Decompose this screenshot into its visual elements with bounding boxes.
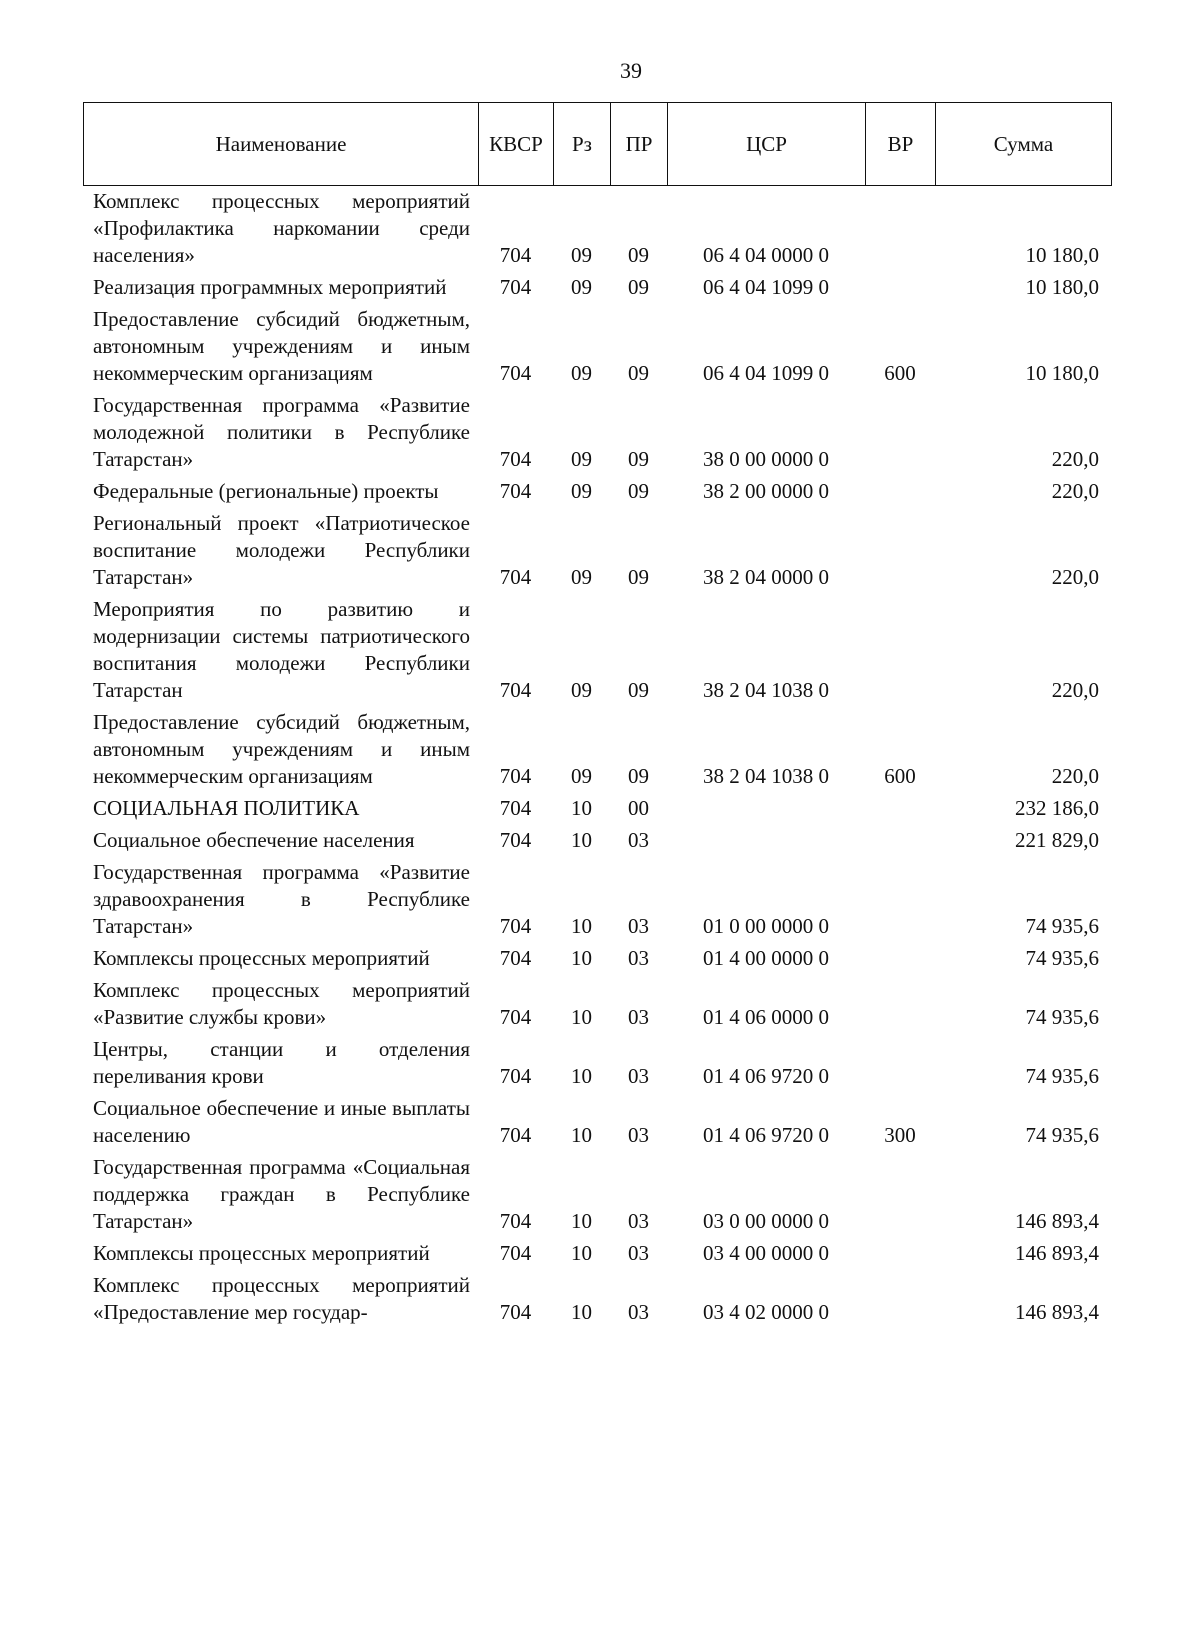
cell-csr: 38 0 00 0000 0 [703,447,829,471]
table-row [83,1036,1111,1095]
cell-csr: 01 4 00 0000 0 [703,946,829,970]
cell-csr: 01 4 06 9720 0 [703,1064,829,1088]
table-row [83,827,1111,859]
cell-csr: 01 0 00 0000 0 [703,914,829,938]
cell-vr [865,510,935,596]
table-row [83,274,1111,306]
cell-csr: 38 2 00 0000 0 [703,479,829,503]
header-rz: Рз [554,103,611,186]
cell-name: Комплекс процессных мероприятий «Предоставление мер государ- [93,1273,470,1324]
cell-pr: 03 [628,1064,649,1088]
table-row [83,1240,1111,1272]
cell-name: Комплексы процессных мероприятий [93,1241,430,1265]
budget-table [83,188,1111,1331]
cell-kvsr: 704 [499,361,532,385]
cell-kvsr: 704 [499,796,532,820]
table-row [83,188,1111,274]
cell-rz: 09 [571,447,592,471]
cell-kvsr: 704 [499,764,532,788]
cell-rz: 09 [571,243,592,267]
cell-name: Комплекс процессных мероприятий «Профилактика наркомании среди населения» [93,189,470,267]
cell-kvsr: 704 [499,946,532,970]
table-body [83,188,1111,1331]
cell-vr: 300 [884,1123,916,1147]
header-pr: ПР [611,103,668,186]
cell-pr: 09 [628,565,649,589]
cell-kvsr: 704 [499,243,532,267]
cell-rz: 10 [571,1123,592,1147]
table-row [83,1154,1111,1240]
cell-sum: 74 935,6 [1025,946,1099,970]
cell-sum: 74 935,6 [1025,1005,1099,1029]
cell-vr: 600 [884,361,916,385]
cell-pr: 03 [628,1241,649,1265]
cell-rz: 10 [571,1005,592,1029]
cell-vr [865,478,935,510]
cell-name: Комплекс процессных мероприятий «Развитие службы крови» [93,978,470,1029]
cell-csr: 03 0 00 0000 0 [703,1209,829,1233]
cell-rz: 10 [571,1300,592,1324]
cell-name: Государственная программа «Социальная поддержка граждан в Республике Татарстан» [93,1155,470,1233]
cell-pr: 09 [628,447,649,471]
cell-sum: 74 935,6 [1025,914,1099,938]
cell-name: Центры, станции и отделения переливания крови [93,1037,470,1088]
cell-sum: 10 180,0 [1025,361,1099,385]
cell-name: Предоставление субсидий бюджетным, автономным учреждениям и иным некоммерческим организациям [93,307,470,385]
table-row [83,795,1111,827]
cell-rz: 10 [571,1064,592,1088]
cell-sum: 74 935,6 [1025,1123,1099,1147]
cell-csr: 06 4 04 1099 0 [703,275,829,299]
cell-vr [865,859,935,945]
cell-rz: 09 [571,479,592,503]
cell-rz: 09 [571,678,592,702]
cell-pr: 03 [628,828,649,852]
cell-csr: 38 2 04 1038 0 [703,678,829,702]
cell-vr [865,596,935,709]
cell-name: Комплексы процессных мероприятий [93,946,430,970]
cell-rz: 10 [571,914,592,938]
cell-vr [865,795,935,827]
cell-kvsr: 704 [499,678,532,702]
cell-rz: 09 [571,565,592,589]
cell-rz: 10 [571,946,592,970]
cell-csr: 03 4 00 0000 0 [703,1241,829,1265]
cell-vr [865,392,935,478]
cell-sum: 221 829,0 [1015,828,1099,852]
cell-kvsr: 704 [499,565,532,589]
cell-kvsr: 704 [499,1241,532,1265]
cell-rz: 10 [571,796,592,820]
table-row [83,510,1111,596]
table-row [83,1272,1111,1331]
page-number: 39 [620,58,642,83]
cell-kvsr: 704 [499,1123,532,1147]
table-row [83,977,1111,1036]
cell-pr: 03 [628,914,649,938]
header-kvsr: КВСР [479,103,554,186]
cell-vr [865,1272,935,1331]
cell-vr [865,827,935,859]
cell-name: Государственная программа «Развитие молодежной политики в Республике Татарстан» [93,393,470,471]
cell-pr: 00 [628,796,649,820]
cell-csr: 06 4 04 0000 0 [703,243,829,267]
header-csr: ЦСР [668,103,866,186]
cell-sum: 146 893,4 [1015,1300,1099,1324]
cell-name: Федеральные (региональные) проекты [93,479,439,503]
table-row [83,478,1111,510]
cell-vr [865,1154,935,1240]
cell-rz: 10 [571,1241,592,1265]
cell-pr: 03 [628,1300,649,1324]
cell-name: Мероприятия по развитию и модернизации системы патриотического воспитания молодежи Республики Татарстан [93,597,470,702]
cell-vr: 600 [884,764,916,788]
cell-pr: 03 [628,1123,649,1147]
cell-kvsr: 704 [499,828,532,852]
cell-sum: 10 180,0 [1025,275,1099,299]
cell-kvsr: 704 [499,1064,532,1088]
cell-csr [667,795,865,827]
cell-kvsr: 704 [499,1005,532,1029]
cell-pr: 03 [628,1005,649,1029]
cell-csr: 38 2 04 0000 0 [703,565,829,589]
cell-kvsr: 704 [499,914,532,938]
cell-sum: 146 893,4 [1015,1209,1099,1233]
cell-vr [865,274,935,306]
table-row [83,709,1111,795]
cell-rz: 09 [571,764,592,788]
cell-kvsr: 704 [499,479,532,503]
cell-rz: 09 [571,275,592,299]
cell-name: Государственная программа «Развитие здравоохранения в Республике Татарстан» [93,860,470,938]
cell-vr [865,188,935,274]
cell-csr [667,827,865,859]
cell-vr [865,977,935,1036]
cell-name: Предоставление субсидий бюджетным, автономным учреждениям и иным некоммерческим организациям [93,710,470,788]
cell-pr: 09 [628,764,649,788]
cell-csr: 03 4 02 0000 0 [703,1300,829,1324]
cell-sum: 10 180,0 [1025,243,1099,267]
cell-pr: 09 [628,479,649,503]
cell-name: СОЦИАЛЬНАЯ ПОЛИТИКА [93,796,360,820]
cell-pr: 03 [628,1209,649,1233]
cell-vr [865,945,935,977]
cell-vr [865,1036,935,1095]
cell-csr: 01 4 06 0000 0 [703,1005,829,1029]
cell-kvsr: 704 [499,1300,532,1324]
cell-sum: 220,0 [1051,447,1099,471]
header-name: Наименование [84,103,479,186]
cell-pr: 09 [628,361,649,385]
cell-pr: 09 [628,275,649,299]
cell-pr: 09 [628,243,649,267]
cell-sum: 220,0 [1051,565,1099,589]
cell-kvsr: 704 [499,275,532,299]
cell-sum: 74 935,6 [1025,1064,1099,1088]
table-row [83,392,1111,478]
table-row [83,596,1111,709]
cell-rz: 10 [571,828,592,852]
cell-csr: 06 4 04 1099 0 [703,361,829,385]
cell-sum: 146 893,4 [1015,1241,1099,1265]
cell-csr: 38 2 04 1038 0 [703,764,829,788]
cell-name: Социальное обеспечение и иные выплаты населению [93,1096,470,1147]
header-vr: ВР [866,103,936,186]
cell-sum: 220,0 [1051,764,1099,788]
cell-name: Реализация программных мероприятий [93,275,447,299]
table-row [83,1095,1111,1154]
cell-vr [865,1240,935,1272]
table-row [83,306,1111,392]
cell-pr: 03 [628,946,649,970]
cell-rz: 10 [571,1209,592,1233]
cell-pr: 09 [628,678,649,702]
table-row [83,859,1111,945]
cell-sum: 232 186,0 [1015,796,1099,820]
cell-sum: 220,0 [1051,479,1099,503]
cell-csr: 01 4 06 9720 0 [703,1123,829,1147]
cell-name: Региональный проект «Патриотическое воспитание молодежи Республики Татарстан» [93,511,470,589]
table-row [83,945,1111,977]
cell-name: Социальное обеспечение населения [93,828,415,852]
cell-sum: 220,0 [1051,678,1099,702]
cell-rz: 09 [571,361,592,385]
header-sum: Сумма [936,103,1112,186]
cell-kvsr: 704 [499,1209,532,1233]
cell-kvsr: 704 [499,447,532,471]
table-header [83,102,1112,186]
